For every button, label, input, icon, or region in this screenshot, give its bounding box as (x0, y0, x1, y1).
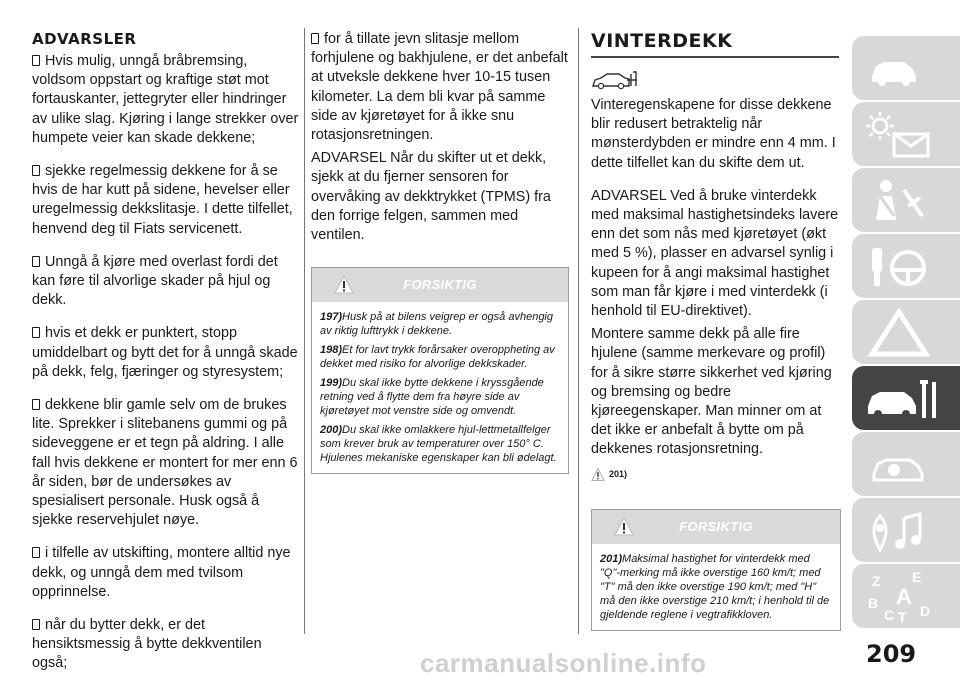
paragraph: Vinteregenskapene for disse dekkene blir redusert betraktelig når mønsterdybden er mindre enn 4 mm. I dette tilfellet kan du skifte dem ut. (591, 97, 836, 171)
svg-text:B: B (868, 595, 879, 611)
warning-triangle-icon (591, 468, 605, 481)
caution-header (312, 268, 568, 302)
car-snow-icon (591, 70, 841, 92)
warning-paragraph: ADVARSEL Når du skifter ut et dekk, sjekk at du fjerner sensoren for overvåking av dekktrykket (TPMS) fra den forrige felgen, sammen med ventilen. (311, 150, 551, 244)
bullet-box-icon (32, 327, 40, 338)
caution-notes (312, 302, 568, 473)
section-heading-vinterdekk: VINTERDEKK (591, 30, 733, 52)
bullet-item: hvis et dekk er punktert, stopp umiddelbart og bytt det for å unngå skade på dekk, felg, fjæringer og styresystem; (32, 325, 298, 380)
tab-emergency[interactable] (852, 300, 960, 364)
warning-paragraph: ADVARSEL Ved å bruke vinterdekk med maksimal hastighetsindeks lavere enn det som nås med kjøretøyet (økt med 5 %), plasser en advarsel synlig i kupeen for å angi maksimal hastighet som man får kjøre i med vinterdekk (i henhold til EU-direktivet). (591, 187, 839, 320)
bullet-item: når du bytter dekk, er det hensiktsmessig å bytte dekkventilen også; (32, 617, 262, 672)
page-number: 209 (866, 640, 917, 668)
key-steering-icon (864, 242, 934, 292)
bullet-item: for å tillate jevn slitasje mellom forhjulene og bakhjulene, er det anbefalt at utveksle dekkene hver 10-15 tusen kilometer. La dem bli kvar på samme side av kjøretøyet for å ikke snu rotasjonsretningen. (311, 31, 568, 144)
warning-triangle-icon (334, 275, 354, 294)
bullet-box-icon (32, 55, 40, 66)
tab-car-info[interactable] (852, 36, 960, 100)
svg-text:E: E (912, 569, 922, 585)
bullet-box-icon (32, 256, 40, 267)
lights-message-icon (864, 110, 934, 160)
svg-text:D: D (920, 603, 931, 619)
caution-title: FORSIKTIG (403, 277, 477, 293)
column-advarsler (32, 0, 300, 674)
section-heading-advarsler: ADVARSLER (32, 30, 137, 48)
watermark: carmanualsonline.info (420, 648, 707, 678)
bullet-box-icon (32, 547, 40, 558)
bullet-item: Hvis mulig, unngå bråbremsing, voldsom oppstart og kraftige støt mot fortauskanter, jettegryter eller hindringer av ulike slag. Kjøring i lange strekker over humpete veier kan skade dekkene; (32, 53, 299, 146)
heading-rule (591, 56, 839, 58)
column-divider-right (578, 28, 579, 634)
tab-index[interactable] (852, 564, 960, 628)
bullet-box-icon (311, 33, 319, 44)
bullet-item: Unngå å kjøre med overlast fordi det kan føre til alvorlige skader på hjul og dekk. (32, 253, 278, 309)
tab-multimedia[interactable] (852, 498, 960, 562)
column-vinterdekk (591, 0, 841, 631)
svg-text:T: T (898, 609, 907, 624)
bullet-item: i tilfelle av utskifting, montere alltid nye dekk, og unngå dem med tvilsom opprinnelse. (32, 545, 291, 600)
media-nav-icon (864, 506, 934, 556)
bullet-box-icon (32, 619, 40, 630)
bullet-item: dekkene blir gamle selv om de brukes lite. Sprekker i slitebanens gummi og på sideveggene er et tegn på aldring. I alle fall hvis dekkene er montert for mer enn 6 år siden, bør de undersøkes av spesialisert personale. Husk også å sjekke reservehjulet nøye. (32, 397, 298, 529)
caution-reference: 201) (591, 468, 841, 481)
seatbelt-airbag-icon (864, 176, 934, 226)
warning-triangle-icon (864, 308, 934, 358)
tab-starting-driving[interactable] (852, 234, 960, 298)
note-item: 200)Du skal ikke omlakkere hjul-lettmetallfelger som krever bruk av temperaturer over 150° C. Hjulenes mekaniske egenskaper kan bli ødelagt. (320, 424, 557, 465)
tab-technical-data[interactable] (852, 432, 960, 496)
note-item: 198)Et for lavt trykk forårsaker overoppheting av dekket med risiko for alvorlige dekkskader. (320, 344, 555, 371)
note-item: 199)Du skal ikke bytte dekkene i kryssgående retning ved å flytte dem fra høyre side av kjøretøyet mot venstre side og omvendt. (320, 377, 544, 418)
bullet-item: sjekke regelmessig dekkene for å se hvis de har kutt på sidene, hevelser eller uregelmessig dekkslitasje. I dette tilfellet, henvend deg til Fiats servicenett. (32, 163, 293, 237)
warning-triangle-icon (614, 517, 634, 536)
caution-title: FORSIKTIG (679, 518, 753, 534)
svg-text:C: C (884, 607, 895, 623)
note-item: 201)Maksimal hastighet for vinterdekk med "Q"-merking må ikke overstige 160 km/t; med "T" må den ikke overstige 190 km/t; med "H" må den ikke overstige 210 km/t; i henhold til de gjeldende reglene i vegtrafikkloven. (600, 552, 830, 621)
svg-text:Z: Z (872, 573, 881, 589)
car-info-icon (864, 44, 924, 92)
caution-notes (592, 544, 840, 630)
note-item: 197)Husk på at bilens veigrep er også avhengig av riktig lufttrykk i dekkene. (320, 311, 553, 338)
svg-text:A: A (896, 584, 912, 609)
caution-box (591, 509, 841, 631)
caution-header (592, 510, 840, 544)
caution-box (311, 267, 569, 474)
bullet-box-icon (32, 399, 40, 410)
tab-safety[interactable] (852, 168, 960, 232)
column-divider-left (304, 28, 305, 634)
tab-lights-messages[interactable] (852, 102, 960, 166)
bullet-box-icon (32, 165, 40, 176)
alphabet-index-icon (864, 568, 944, 624)
gauge-wrench-icon (864, 440, 934, 490)
paragraph: Montere samme dekk på alle fire hjulene (samme merkevare og profil) for å sikre større sikkerhet ved kjøring og bremsing og bedre kjøreegenskaper. Man minner om at det ikke er anbefalt å bytte om på dekkenes rotasjonsretning. (591, 326, 832, 458)
tab-maintenance[interactable] (852, 366, 960, 430)
column-rotation (311, 0, 569, 474)
car-wrench-icon (864, 374, 944, 424)
